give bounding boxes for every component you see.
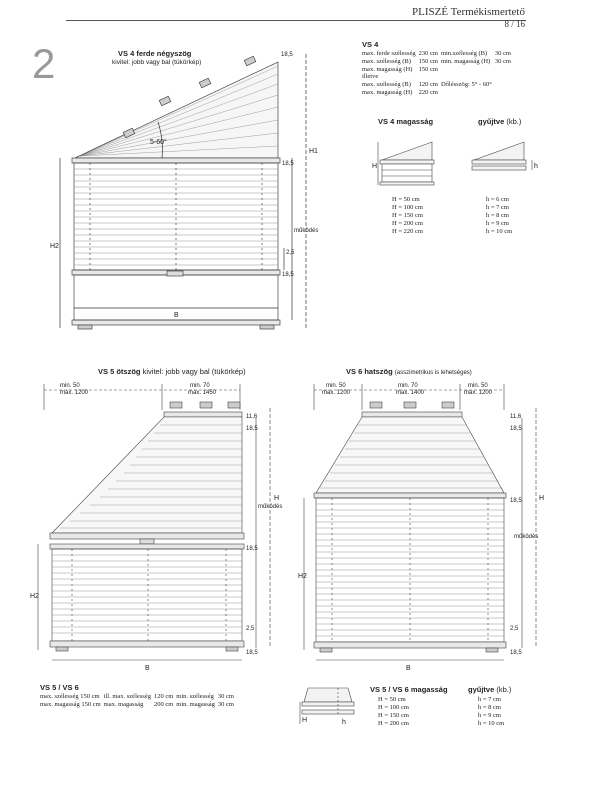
- svg-text:min. 50: min. 50: [60, 383, 80, 389]
- svg-text:max. 1200: max. 1200: [322, 390, 351, 396]
- spec-row: max. ferde szélesség 230 cm min.szélesség (B) 30 cm: [362, 50, 511, 57]
- svg-text:h: h: [342, 719, 346, 726]
- svg-text:működés: működés: [258, 504, 283, 510]
- svg-text:működés: működés: [514, 534, 539, 540]
- vs56-gyujtve-list: h = 7 cm h = 8 cm h = 9 cm h = 10 cm: [478, 696, 505, 727]
- svg-text:max. 1400: max. 1400: [396, 390, 425, 396]
- svg-text:max. 1200: max. 1200: [464, 390, 493, 396]
- vs4-gyujtve-title: gyűjtve (kb.): [478, 117, 522, 126]
- svg-text:min. 70: min. 70: [398, 383, 418, 389]
- vs56-gyujtve-title: gyűjtve (kb.): [468, 685, 512, 694]
- vs4-h1: H1: [309, 148, 318, 155]
- spec-row: max. szélesség (B) 150 cm min. magasság (H) 30 cm: [362, 57, 511, 65]
- svg-text:18,5: 18,5: [246, 650, 258, 656]
- vs4-diagram: [50, 40, 340, 340]
- svg-text:2,5: 2,5: [510, 626, 519, 632]
- vs4-gyujtve-icon: [468, 130, 548, 186]
- svg-text:18,5: 18,5: [510, 650, 522, 656]
- vs5-diagram: [30, 378, 292, 678]
- svg-text:B: B: [406, 665, 411, 672]
- svg-text:H: H: [302, 717, 308, 724]
- svg-text:max. 1200: max. 1200: [60, 390, 89, 396]
- spec-row: max. magasság (H) 150 cm: [362, 65, 438, 73]
- vs4-mukodes: működés: [294, 228, 319, 234]
- vs4-b: B: [174, 312, 179, 319]
- vs4-height-icon: [374, 130, 444, 190]
- svg-text:2,5: 2,5: [246, 626, 255, 632]
- vs4-angle-label: 5-60°: [150, 139, 167, 146]
- svg-text:min. 50: min. 50: [468, 383, 488, 389]
- vs4-h2: H2: [50, 243, 59, 250]
- vs4-height-title: VS 4 magasság: [378, 117, 434, 126]
- svg-text:18,5: 18,5: [510, 498, 522, 504]
- spec-row: max. szélesség (B) 120 cm Dőlésszög: 5° - 60°: [362, 81, 492, 89]
- vs56-height-icon: [298, 684, 360, 744]
- svg-text:11,6: 11,6: [246, 414, 258, 420]
- header-title: PLISZÉ Termékismertető: [412, 6, 525, 18]
- svg-text:H2: H2: [298, 573, 307, 580]
- vs56-height-list: H = 50 cm H = 100 cm H = 150 cm H = 200 cm: [378, 696, 409, 727]
- vs4-title: VS 4 ferde négyszög: [118, 49, 192, 58]
- vs6-diagram: [298, 378, 560, 678]
- vs6-title: VS 6 hatszög (asszimetrikus is lehetséges): [346, 367, 472, 376]
- svg-text:18,5: 18,5: [246, 546, 258, 552]
- spec-row: max. szélesség 150 cm ill. max. szélesség 120 cm min. szélesség 30 cm: [40, 693, 234, 700]
- vs4-subtitle: kivitel: jobb vagy bal (tükörkép): [112, 59, 202, 66]
- vs56-specs-title: VS 5 / VS 6: [40, 683, 79, 692]
- vs4-d185-top: 18,5: [281, 52, 293, 58]
- vs4-gyujtve-list: h = 6 cm h = 7 cm h = 8 cm h = 9 cm h = 10 cm: [486, 196, 513, 235]
- svg-text:min. 50: min. 50: [326, 383, 346, 389]
- vs56-specs-table: [40, 693, 237, 709]
- svg-text:11,6: 11,6: [510, 414, 522, 420]
- svg-text:h: h: [534, 163, 538, 170]
- svg-text:H: H: [274, 495, 280, 502]
- svg-text:min. 70: min. 70: [190, 383, 210, 389]
- spec-row: max. magasság (H) 220 cm: [362, 88, 438, 96]
- vs4-d185-mid: 18,5: [282, 161, 294, 167]
- vs5-title: VS 5 ötszög kivitel: jobb vagy bal (tükörkép): [98, 367, 246, 376]
- section-number: 2: [32, 40, 56, 87]
- svg-text:max. 1450: max. 1450: [188, 390, 217, 396]
- vs4-d25: 2,5: [286, 250, 295, 256]
- spec-row: max. magasság 150 cm max. magasság 200 cm min. magasság 30 cm: [40, 700, 234, 708]
- page-number: 8 / 16: [504, 19, 525, 29]
- vs4-specs-table: [362, 50, 514, 97]
- svg-text:H: H: [539, 495, 545, 502]
- svg-text:H2: H2: [30, 593, 39, 600]
- vs4-specs-title: VS 4: [362, 40, 379, 49]
- vs4-height-list: H = 50 cm H = 100 cm H = 150 cm H = 200 cm H = 220 cm: [392, 196, 423, 235]
- spec-row: illetve: [362, 73, 379, 81]
- svg-text:B: B: [145, 665, 150, 672]
- svg-text:18,5: 18,5: [246, 426, 258, 432]
- vs56-height-title: VS 5 / VS 6 magasság: [370, 685, 448, 694]
- svg-text:18,5: 18,5: [510, 426, 522, 432]
- vs4-d185-bot: 18,5: [282, 272, 294, 278]
- svg-text:H: H: [372, 163, 378, 170]
